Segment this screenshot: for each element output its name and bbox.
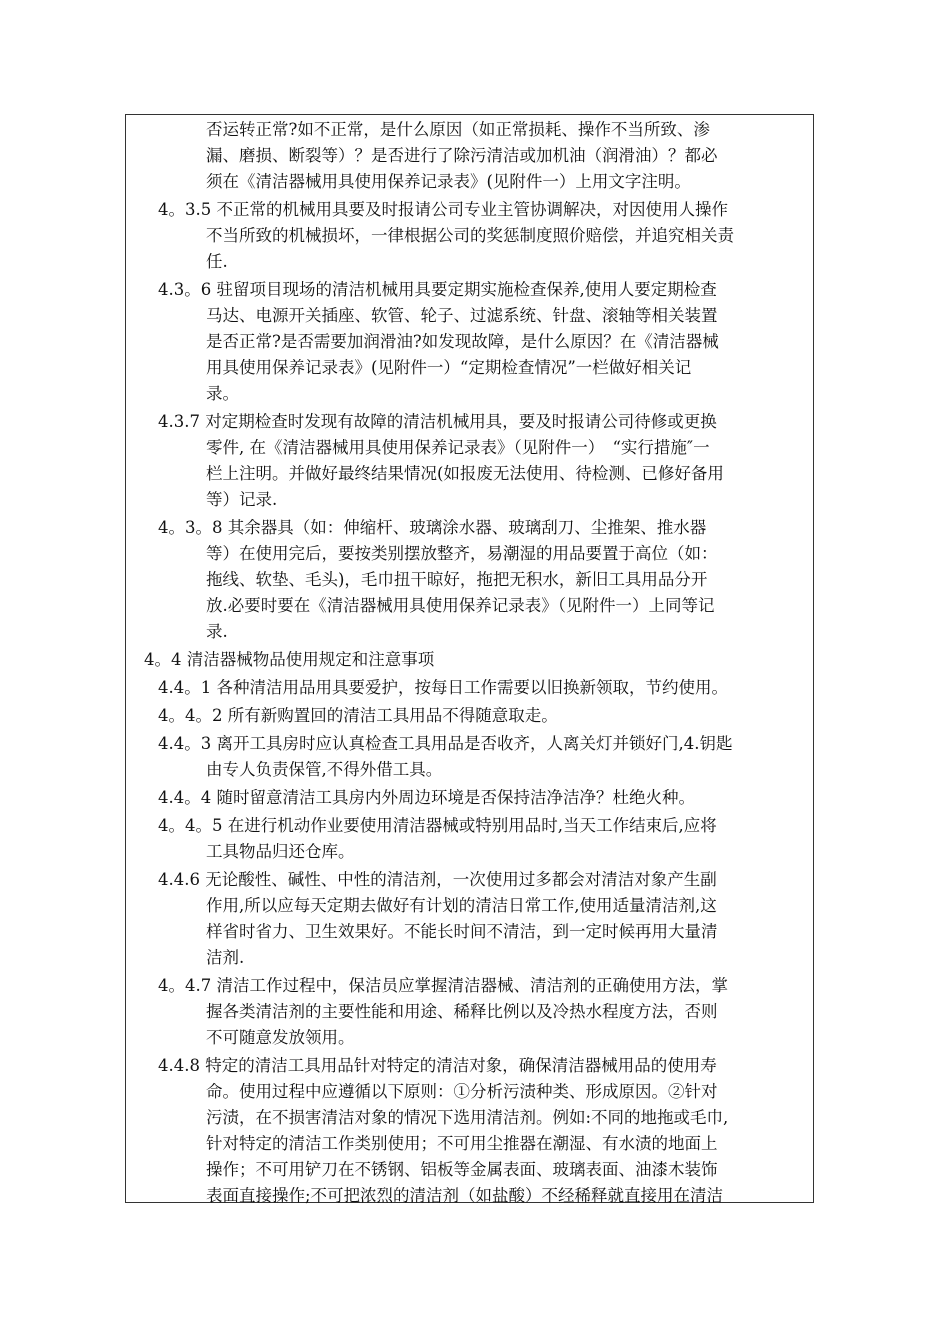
text-line: 由专人负责保管,不得外借工具。 — [206, 760, 443, 779]
text-line: 作用,所以应每天定期去做好有计划的清洁日常工作,使用适量清洁剂,这 — [206, 896, 717, 915]
text-line: 等）记录. — [206, 490, 278, 509]
document-table-cell — [125, 114, 814, 1203]
text-line: 放.必要时要在《清洁器械用具使用保养记录表》（见附件一）上同等记 — [206, 596, 715, 615]
text-line: 命。使用过程中应遵循以下原则：①分析污渍种类、形成原因。②针对 — [206, 1082, 718, 1101]
text-line: 4.4.6 无论酸性、碱性、中性的清洁剂，一次使用过多都会对清洁对象产生副 — [158, 870, 717, 889]
text-line: 任. — [206, 252, 228, 271]
text-line: 不可随意发放领用。 — [206, 1028, 355, 1047]
text-line: 工具物品归还仓库。 — [206, 842, 355, 861]
text-line: 针对特定的清洁工作类别使用；不可用尘推器在潮湿、有水渍的地面上 — [206, 1134, 718, 1153]
text-line: 漏、磨损、断裂等）？是否进行了除污清洁或加机油（润滑油）？都必 — [206, 146, 718, 165]
text-line: 4。4 清洁器械物品使用规定和注意事项 — [144, 650, 435, 669]
text-line: 表面直接操作;不可把浓烈的清洁剂（如盐酸）不经稀释就直接用在清洁 — [206, 1186, 724, 1205]
text-line: 拖线、软垫、毛头)，毛巾扭干晾好，拖把无积水，新旧工具用品分开 — [206, 570, 708, 589]
text-line: 洁剂. — [206, 948, 245, 967]
text-line: 4.4。4 随时留意清洁工具房内外周边环境是否保持洁净洁净？杜绝火种。 — [158, 788, 695, 807]
text-line: 不当所致的机械损坏，一律根据公司的奖惩制度照价赔偿，并追究相关责 — [206, 226, 734, 245]
text-line: 用具使用保养记录表》(见附件一）“定期检查情况”一栏做好相关记 — [206, 358, 692, 377]
text-line: 4.4。3 离开工具房时应认真检查工具用品是否收齐，人离关灯并锁好门,4.钥匙 — [158, 734, 733, 753]
text-line: 握各类清洁剂的主要性能和用途、稀释比例以及冷热水程度方法，否则 — [206, 1002, 718, 1021]
text-line: 操作；不可用铲刀在不锈钢、铝板等金属表面、玻璃表面、油漆木装饰 — [206, 1160, 718, 1179]
text-line: 样省时省力、卫生效果好。不能长时间不清洁，到一定时候再用大量清 — [206, 922, 718, 941]
text-line: 录. — [206, 622, 228, 641]
text-line: 须在《清洁器械用具使用保养记录表》(见附件一）上用文字注明。 — [206, 172, 691, 191]
text-line: 4.3。6 驻留项目现场的清洁机械用具要定期实施检查保养,使用人要定期检查 — [158, 280, 717, 299]
text-line: 污渍，在不损害清洁对象的情况下选用清洁剂。例如:不同的地拖或毛巾, — [206, 1108, 729, 1127]
text-line: 4.4。1 各种清洁用品用具要爱护，按每日工作需要以旧换新领取，节约使用。 — [158, 678, 728, 697]
text-line: 录。 — [206, 384, 239, 403]
text-line: 4.3.7 对定期检查时发现有故障的清洁机械用具，要及时报请公司待修或更换 — [158, 412, 717, 431]
text-line: 4.4.8 特定的清洁工具用品针对特定的清洁对象，确保清洁器械用品的使用寿 — [158, 1056, 717, 1075]
text-line: 4。3。8 其余器具（如：伸缩杆、玻璃涂水器、玻璃刮刀、尘推架、推水器 — [158, 518, 707, 537]
text-line: 4。3.5 不正常的机械用具要及时报请公司专业主管协调解决，对因使用人操作 — [158, 200, 728, 219]
text-line: 马达、电源开关插座、软管、轮子、过滤系统、针盘、滚轴等相关装置 — [206, 306, 718, 325]
text-line: 4。4.7 清洁工作过程中，保洁员应掌握清洁器械、清洁剂的正确使用方法，掌 — [158, 976, 728, 995]
text-line: 4。4。2 所有新购置回的清洁工具用品不得随意取走。 — [158, 706, 558, 725]
text-line: 零件, 在《清洁器械用具使用保养记录表》（见附件一） “实行措施″一 — [206, 438, 710, 457]
text-line: 4。4。5 在进行机动作业要使用清洁器械或特别用品时,当天工作结束后,应将 — [158, 816, 717, 835]
text-line: 是否正常?是否需要加润滑油?如发现故障，是什么原因？在《清洁器械 — [206, 332, 719, 351]
text-line: 栏上注明。并做好最终结果情况(如报废无法使用、待检测、已修好备用 — [206, 464, 724, 483]
text-line: 等）在使用完后，要按类别摆放整齐，易潮湿的用品要置于高位（如： — [206, 544, 718, 563]
text-line: 否运转正常?如不正常，是什么原因（如正常损耗、操作不当所致、渗 — [206, 120, 710, 139]
